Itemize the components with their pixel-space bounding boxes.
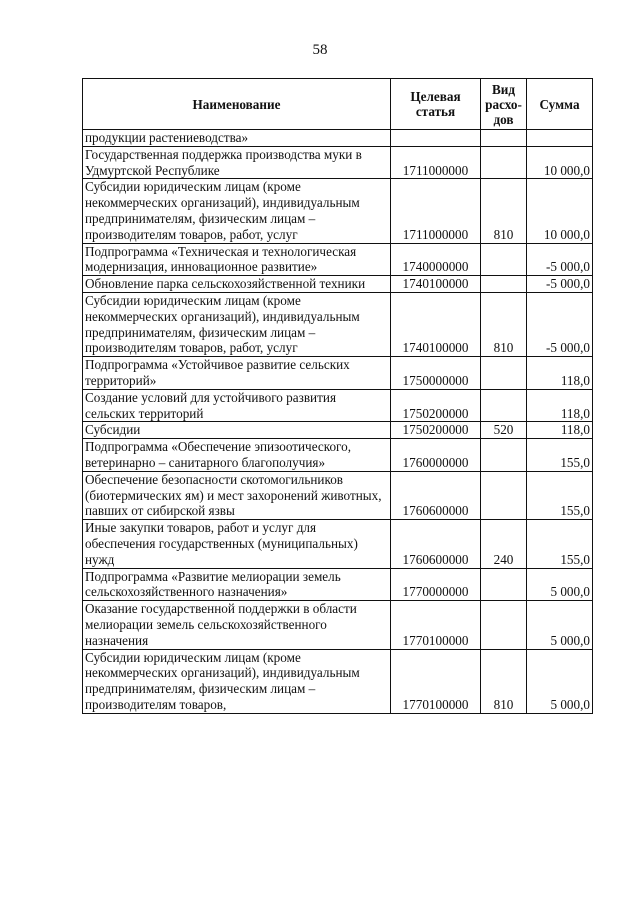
cell-code: 1711000000 (391, 179, 481, 243)
cell-sum: 118,0 (527, 357, 593, 390)
cell-code: 1760000000 (391, 439, 481, 472)
table-row (83, 471, 593, 519)
cell-name: Подпрограмма «Обеспечение эпизоотического, ветеринарно – санитарного благополучия» (83, 439, 391, 472)
cell-sum: 5 000,0 (527, 568, 593, 601)
cell-name: Создание условий для устойчивого развития сельских территорий (83, 389, 391, 422)
table-row (83, 276, 593, 293)
cell-sum: 155,0 (527, 471, 593, 519)
cell-code: 1760600000 (391, 520, 481, 568)
table-row (83, 130, 593, 147)
cell-code: 1711000000 (391, 146, 481, 179)
table-row (83, 649, 593, 713)
cell-code: 1770000000 (391, 568, 481, 601)
cell-kind (481, 243, 527, 276)
table-header-row (83, 79, 593, 130)
cell-name: Подпрограмма «Устойчивое развитие сельских территорий» (83, 357, 391, 390)
cell-kind: 810 (481, 292, 527, 356)
cell-name: Субсидии (83, 422, 391, 439)
cell-code: 1740100000 (391, 292, 481, 356)
cell-code: 1750200000 (391, 389, 481, 422)
cell-sum: 5 000,0 (527, 649, 593, 713)
cell-sum: -5 000,0 (527, 243, 593, 276)
cell-code: 1740100000 (391, 276, 481, 293)
cell-kind: 520 (481, 422, 527, 439)
cell-kind: 810 (481, 649, 527, 713)
cell-name: Иные закупки товаров, работ и услуг для обеспечения государственных (муниципальных) нужд (83, 520, 391, 568)
cell-sum: 118,0 (527, 389, 593, 422)
cell-name: Подпрограмма «Техническая и технологическая модернизация, инновационное развитие» (83, 243, 391, 276)
table-body (83, 130, 593, 714)
cell-kind (481, 130, 527, 147)
header-kind: Вид расхо-дов (481, 79, 527, 130)
cell-kind (481, 146, 527, 179)
cell-sum: -5 000,0 (527, 292, 593, 356)
cell-sum: 118,0 (527, 422, 593, 439)
table-row (83, 601, 593, 649)
table-row (83, 520, 593, 568)
table-row (83, 179, 593, 243)
table-row (83, 292, 593, 356)
header-code: Целевая статья (391, 79, 481, 130)
header-name: Наименование (83, 79, 391, 130)
cell-code: 1770100000 (391, 601, 481, 649)
cell-code: 1770100000 (391, 649, 481, 713)
cell-kind (481, 471, 527, 519)
cell-kind: 240 (481, 520, 527, 568)
budget-table (82, 78, 593, 714)
cell-code: 1750000000 (391, 357, 481, 390)
cell-name: Субсидии юридическим лицам (кроме некоммерческих организаций), индивидуальным предпринимателям, физическим лицам – производителям товаров, (83, 649, 391, 713)
cell-kind (481, 439, 527, 472)
cell-name: Обновление парка сельскохозяйственной техники (83, 276, 391, 293)
table-row (83, 439, 593, 472)
cell-name: продукции растениеводства» (83, 130, 391, 147)
cell-kind: 810 (481, 179, 527, 243)
table-row (83, 243, 593, 276)
table-row (83, 568, 593, 601)
cell-name: Подпрограмма «Развитие мелиорации земель сельскохозяйственного назначения» (83, 568, 391, 601)
cell-name: Оказание государственной поддержки в области мелиорации земель сельскохозяйственного назначения (83, 601, 391, 649)
cell-kind (481, 276, 527, 293)
table-row (83, 357, 593, 390)
cell-kind (481, 601, 527, 649)
cell-sum: 5 000,0 (527, 601, 593, 649)
cell-name: Субсидии юридическим лицам (кроме некоммерческих организаций), индивидуальным предпринимателям, физическим лицам – производителям товаров, работ, услуг (83, 179, 391, 243)
cell-sum: 155,0 (527, 520, 593, 568)
cell-sum (527, 130, 593, 147)
cell-sum: -5 000,0 (527, 276, 593, 293)
cell-code: 1740000000 (391, 243, 481, 276)
cell-sum: 10 000,0 (527, 146, 593, 179)
header-sum: Сумма (527, 79, 593, 130)
cell-code (391, 130, 481, 147)
page-number: 58 (312, 42, 328, 58)
cell-name: Субсидии юридическим лицам (кроме некоммерческих организаций), индивидуальным предпринимателям, физическим лицам – производителям товаров, работ, услуг (83, 292, 391, 356)
cell-code: 1750200000 (391, 422, 481, 439)
cell-kind (481, 568, 527, 601)
table-row (83, 389, 593, 422)
table-row (83, 422, 593, 439)
cell-kind (481, 357, 527, 390)
cell-name: Государственная поддержка производства муки в Удмуртской Республике (83, 146, 391, 179)
cell-kind (481, 389, 527, 422)
cell-code: 1760600000 (391, 471, 481, 519)
cell-sum: 10 000,0 (527, 179, 593, 243)
table-row (83, 146, 593, 179)
cell-name: Обеспечение безопасности скотомогильников (биотермических ям) и мест захоронений животных, павших от сибирской язвы (83, 471, 391, 519)
cell-sum: 155,0 (527, 439, 593, 472)
